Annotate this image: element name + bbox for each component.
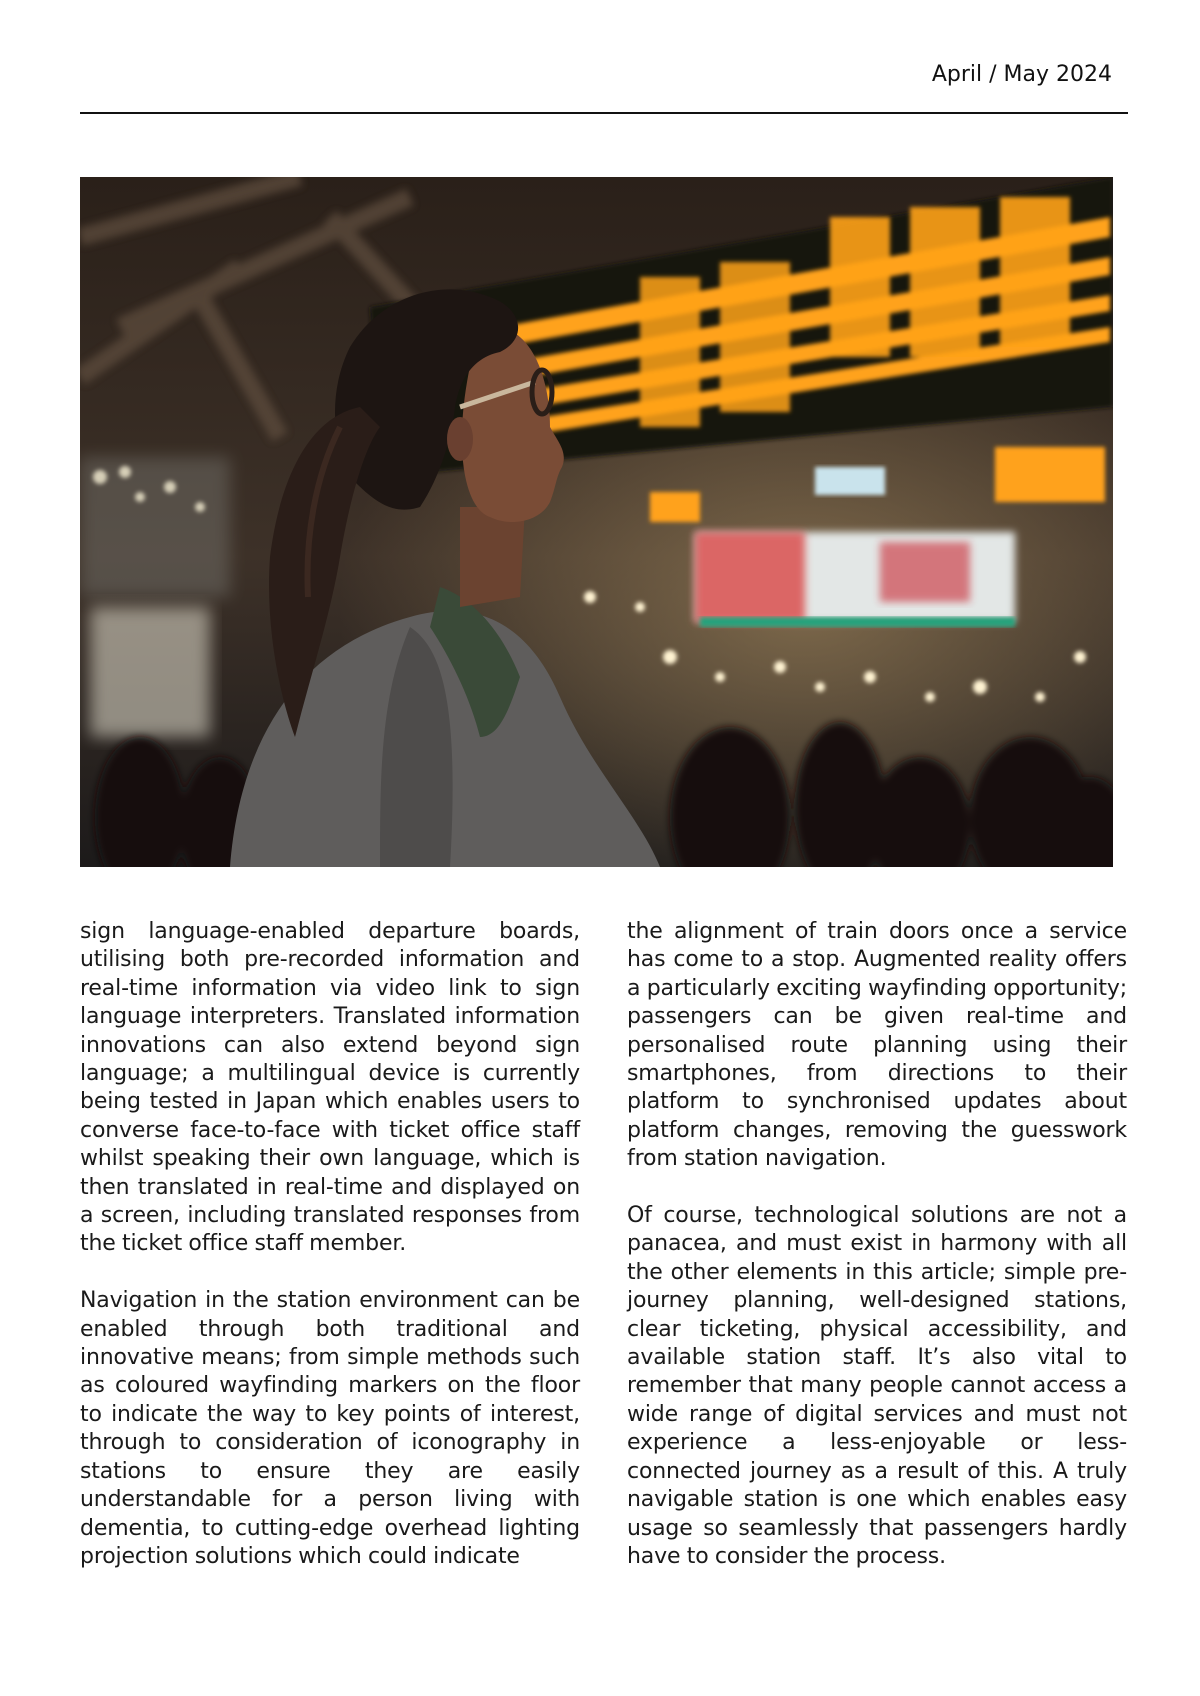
- station-departure-board-photo: [80, 177, 1113, 867]
- paragraph: the alignment of train doors once a service has come to a stop. Augmented reality offers a particularly exciting wayfinding opportunity; passengers can be given real-time and personalised route planning using their smartphones, from directions to their platform to synchronised updates about platform changes, removing the guesswork from station navigation.: [627, 919, 1127, 1172]
- article-left-column: [80, 918, 580, 1600]
- paragraph: Navigation in the station environment can be enabled through both traditional and innovative means; from simple methods such as coloured wayfinding markers on the floor to indicate the way to key points of interest, through to consideration of iconography in stations to ensure they are easily understandable for a person living with dementia, to cutting-edge overhead lighting projection solutions which could indicate: [80, 1288, 580, 1569]
- paragraph: sign language-enabled departure boards, utilising both pre-recorded information and real-time information via video link to sign language interpreters. Translated information innovations can also extend beyond sign language; a multilingual device is currently being tested in Japan which enables users to converse face-to-face with ticket office staff whilst speaking their own language, which is then translated in real-time and displayed on a screen, including translated responses from the ticket office staff member.: [80, 919, 580, 1257]
- issue-date: April / May 2024: [931, 62, 1112, 87]
- article-right-column: [627, 918, 1127, 1600]
- paragraph: Of course, technological solutions are not a panacea, and must exist in harmony with all the other elements in this article; simple pre-journey planning, well-designed stations, clear ticketing, physical accessibility, and available station staff. It’s also vital to remember that many people cannot access a wide range of digital services and must not experience a less-enjoyable or less-connected journey as a result of this. A truly navigable station is one which enables easy usage so seamlessly that passengers hardly have to consider the process.: [627, 1203, 1127, 1569]
- header-divider: [80, 112, 1128, 114]
